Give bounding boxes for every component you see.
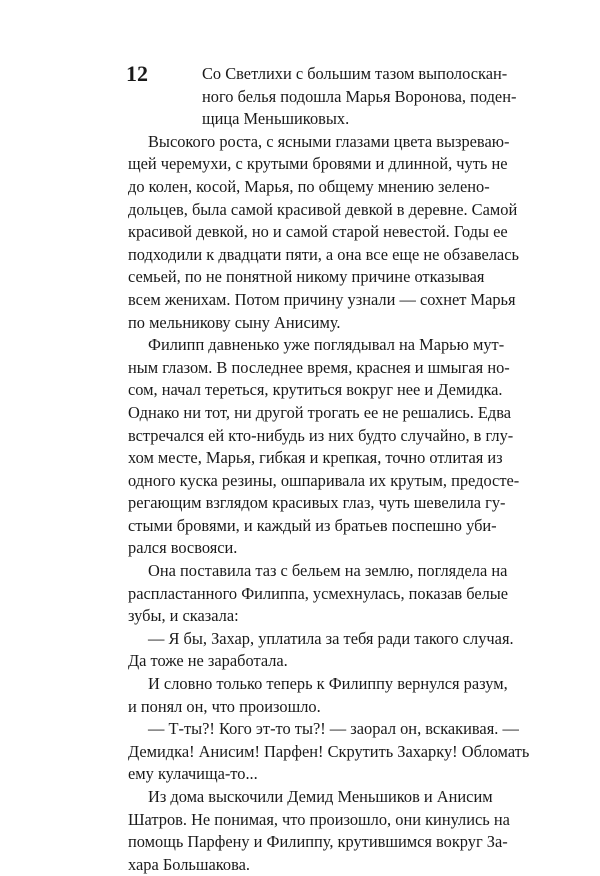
text-line: Высокого роста, с ясными глазами цвета вызреваю- — [148, 131, 510, 151]
text-line: распластанного Филиппа, усмехнулась, показав белые — [128, 583, 509, 603]
text-line: встречался ей кто-нибудь из них будто случайно, в глу- — [128, 425, 514, 445]
text-line: щей черемухи, с крутыми бровями и длинной, чуть не — [128, 154, 508, 174]
text-line: Однако ни тот, ни другой трогать ее не решались. Едва — [128, 402, 512, 422]
text-line: Филипп давненько уже поглядывал на Марью мут- — [148, 335, 505, 355]
text-line: стыми бровями, и каждый из братьев поспешно уби- — [128, 515, 497, 535]
text-line: Со Светлихи с большим тазом выполоскан- — [202, 64, 508, 83]
text-line: щица Меньшиковых. — [202, 109, 350, 129]
text-line: — Т-ты?! Кого эт-то ты?! — заорал он, вскакивая. — — [148, 719, 519, 739]
text-line: Демидка! Анисим! Парфен! Скрутить Захарку! Обломать — [128, 741, 530, 761]
text-line: зубы, и сказала: — [128, 606, 239, 626]
text-line: семьей, по не понятной никому причине отказывая — [128, 267, 485, 287]
text-line: Она поставила таз с бельем на землю, поглядела на — [148, 561, 508, 581]
text-line: до колен, косой, Марья, по общему мнению зелено- — [128, 176, 490, 196]
text-line: хара Большакова. — [128, 854, 250, 874]
text-line: одного куска резины, ошпаривала их крутым, предосте- — [128, 470, 520, 490]
text-line: помощь Парфену и Филиппу, крутившимся вокруг За- — [128, 832, 508, 852]
body-text — [128, 63, 530, 876]
text-line: и понял он, что произошло. — [128, 696, 321, 716]
text-line: Да тоже не заработала. — [128, 651, 288, 671]
text-line: ного белья подошла Марья Воронова, поден- — [202, 86, 517, 106]
text-line: Из дома выскочили Демид Меньшиков и Анисим — [148, 787, 493, 806]
text-line: ему кулачища-то... — [128, 764, 258, 784]
text-line: по мельникову сыну Анисиму. — [128, 312, 341, 332]
text-line: — Я бы, Захар, уплатила за тебя ради такого случая. — [148, 628, 514, 648]
text-line: хом месте, Марья, гибкая и крепкая, точно отлитая из — [128, 448, 503, 468]
text-line: сом, начал тереться, крутиться вокруг нее и Демидка. — [128, 380, 503, 400]
text-line: всем женихам. Потом причину узнали — сохнет Марья — [128, 289, 516, 309]
text-line: регающим взглядом красивых глаз, чуть шевелила гу- — [128, 493, 506, 513]
text-line: дольцев, была самой красивой девкой в деревне. Самой — [128, 199, 518, 219]
page-number: 12 — [126, 61, 148, 86]
text-line: подходили к двадцати пяти, а она все еще не обзавелась — [128, 244, 519, 264]
text-line: красивой девкой, но и самой старой невестой. Годы ее — [128, 222, 508, 242]
text-line: Шатров. Не понимая, что произошло, они кинулись на — [128, 809, 510, 829]
text-line: рался восвояси. — [128, 538, 238, 558]
text-line: И словно только теперь к Филиппу вернулся разум, — [148, 674, 508, 694]
text-line: ным глазом. В последнее время, краснея и шмыгая но- — [128, 357, 510, 377]
